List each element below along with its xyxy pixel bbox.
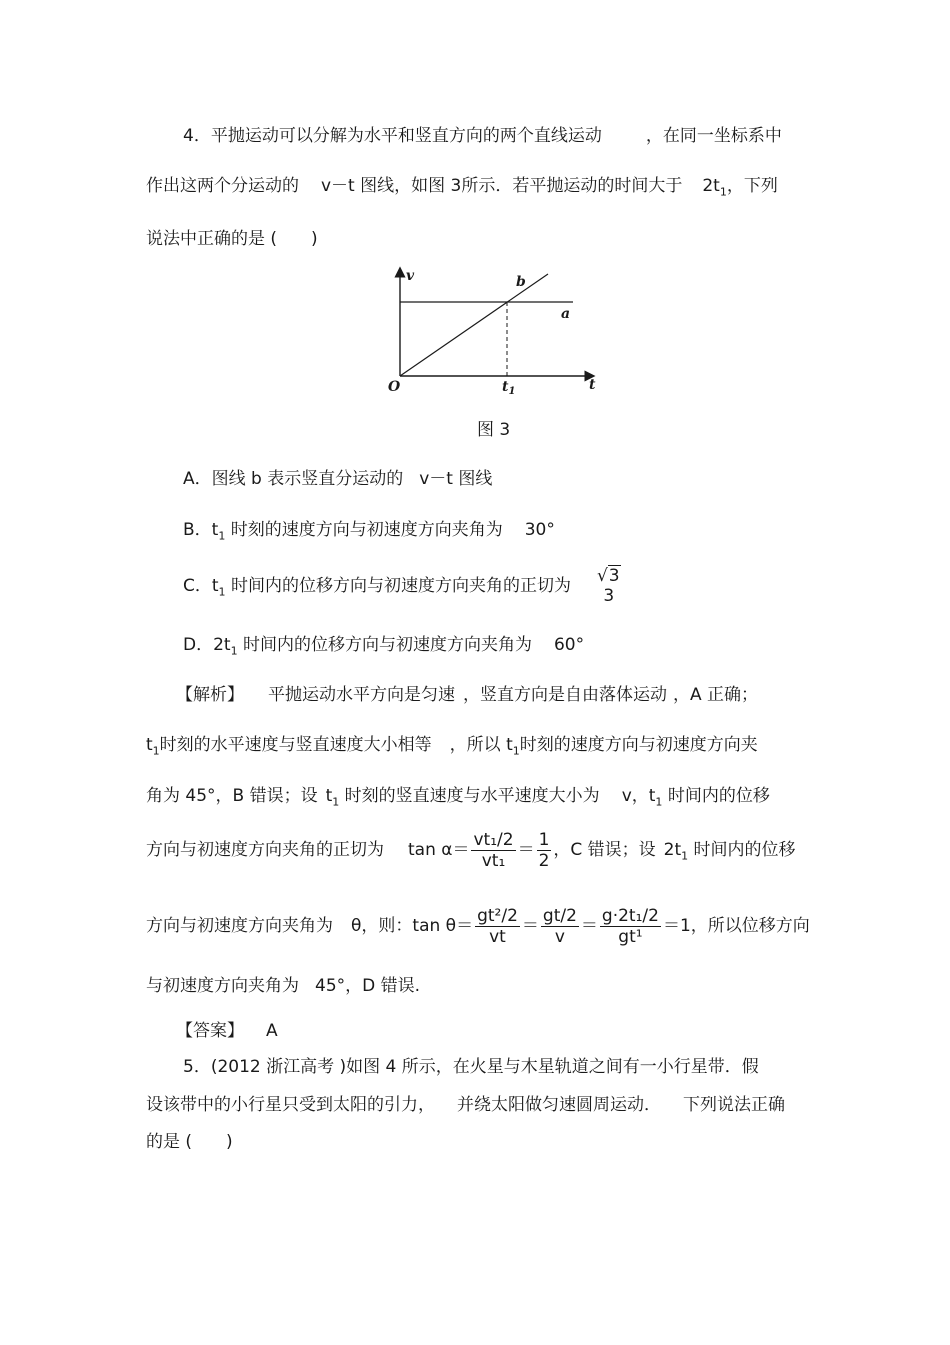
option-b: B．$t_1$ 时刻的速度方向与初速度方向夹角为 30° (183, 520, 555, 543)
option-c: C．$t_1$ 时间内的位移方向与初速度方向夹角的正切为 √3 3 (183, 566, 625, 612)
q4-line2: 作出这两个分运动的 v－t 图线，如图 3所示．若平抛运动的时间大于 $2t_1$，下列 (146, 176, 778, 199)
label-t1: $t_1$ (502, 379, 516, 397)
q4-line1: 4．平抛运动可以分解为水平和竖直方向的两个直线运动 ，在同一坐标系中 (183, 126, 782, 146)
analysis-line6: 与初速度方向夹角为 45°，D 错误. (146, 976, 421, 996)
fraction-gt2: $\frac{\text{gt²/2}}{vt}$ (477, 905, 518, 947)
label-a: a (561, 306, 571, 322)
q4-line3: 说法中正确的是 ( ) (146, 229, 318, 249)
analysis-line3: 角为 45°，B 错误；设 $t_1$ 时刻的竖直速度与水平速度大小为 v，$t_1$ 时间内的位移 (146, 786, 770, 809)
fraction-half: $\frac{1}{2}$ (538, 829, 550, 871)
analysis-line4: 方向与初速度方向夹角的正切为 tan α＝ $\frac{\text{vt₁/2}}{\text{vt₁}}$ ＝ $\frac{1}{2}$ ，C 错误；设 $2t_1$ 时间内的位移 (146, 829, 796, 871)
q5-line2: 设该带中的小行星只受到太阳的引力， 并绕太阳做匀速圆周运动． 下列说法正确 (146, 1095, 785, 1115)
answer-line: 【答案】 A (176, 1021, 278, 1041)
label-v: v (406, 268, 415, 284)
analysis-line1: 【解析】 平抛运动水平方向是匀速 ，竖直方向是自由落体运动 ，A 正确； (176, 685, 759, 705)
option-a: A．图线 b 表示竖直分运动的 v－t 图线 (183, 469, 493, 489)
analysis-line5: 方向与初速度方向夹角为 θ，则：tan θ＝ $\frac{\text{gt²/2}}{vt}$ ＝ $\frac{gt/2}{v}$ ＝ $\frac{\text{g·2t₁/2}}{\text{gt¹}}$ ＝1，所以位移方向 (146, 905, 810, 947)
line-b (400, 274, 548, 376)
fraction-gt-half: $\frac{gt/2}{v}$ (542, 905, 577, 947)
option-d: D．$2t_1$ 时间内的位移方向与初速度方向夹角为 60° (183, 635, 585, 658)
analysis-line2: $t_1$时刻的水平速度与竖直速度大小相等 ，所以 $t_1$时刻的速度方向与初速度方向夹 (146, 735, 758, 758)
q5-line3: 的是 ( ) (146, 1132, 233, 1152)
fraction-vt1: $\frac{\text{vt₁/2}}{\text{vt₁}}$ (473, 829, 514, 871)
figure-caption: 图 3 (477, 420, 511, 440)
q5-line1: 5．(2012 浙江高考 )如图 4 所示，在火星与木星轨道之间有一小行星带．假 (183, 1057, 759, 1077)
fraction-g2t1: $\frac{\text{g·2t₁/2}}{\text{gt¹}}$ (601, 905, 659, 947)
sqrt3-over-3: √3 3 (596, 566, 620, 606)
label-o: O (388, 379, 401, 395)
label-b: b (516, 274, 526, 290)
vt-graph (380, 262, 620, 397)
label-t: t (589, 377, 596, 393)
